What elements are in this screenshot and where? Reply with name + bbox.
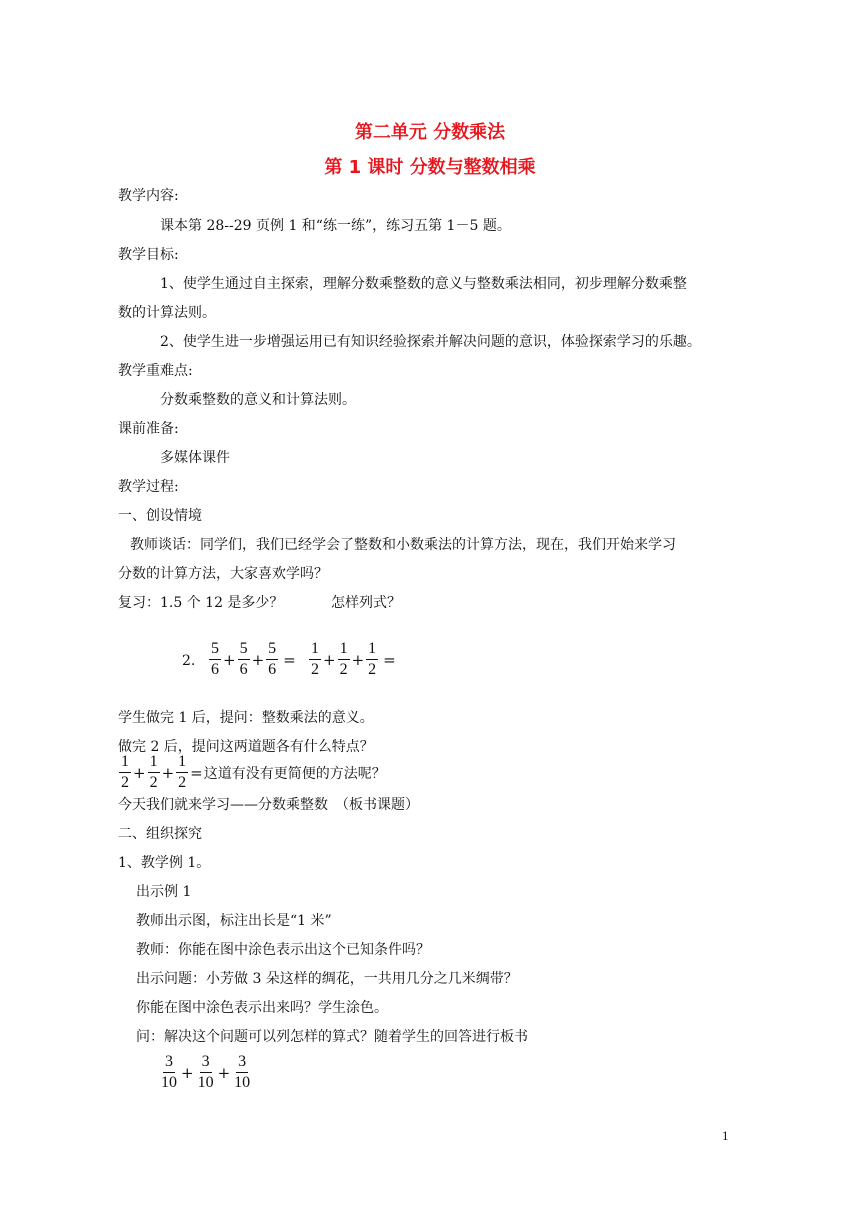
teacher-show: 教师出示图，标注出长是“1 米”	[136, 913, 332, 929]
expression-simpler: $\frac{1}{2}$ + $\frac{1}{2}$ + $\frac{1}{2}$ = 这道有没有更简便的方法呢？	[121, 753, 386, 791]
show-problem: 出示问题：小芳做 3 朵这样的绸花，一共用几分之几米绸带？	[136, 971, 518, 987]
content-heading: 教学内容:	[118, 188, 179, 204]
part2-heading: 二、组织探究	[118, 826, 202, 842]
goals-heading: 教学目标:	[118, 247, 179, 263]
teacher-talk-line1: 教师谈话：同学们，我们已经学会了整数和小数乘法的计算方法，现在，我们开始来学习	[130, 537, 676, 553]
today-topic: 今天我们就来学习——分数乘整数 （板书课题）	[118, 797, 419, 813]
key-text: 分数乘整数的意义和计算法则。	[160, 392, 356, 408]
expression-five-sixths: $\frac{5}{6}$ + $\frac{5}{6}$ + $\frac{5}{6}$ =	[211, 640, 296, 678]
prep-heading: 课前准备:	[118, 421, 179, 437]
fraction: $\frac{1}{2}$	[368, 640, 377, 678]
fraction: $\frac{5}{6}$	[239, 640, 248, 678]
fraction: $\frac{1}{2}$	[339, 640, 348, 678]
content-text: 课本第 28--29 页例 1 和“练一练”，练习五第 1－5 题。	[160, 218, 511, 234]
after-exercise-1: 学生做完 1 后，提问：整数乘法的意义。	[118, 710, 374, 726]
goal1-line1: 1、使学生通过自主探索，理解分数乘整数的意义与整数乘法相同，初步理解分数乘整	[160, 276, 687, 292]
example1-heading: 1、教学例 1。	[118, 855, 211, 871]
fraction: $\frac{1}{2}$	[178, 753, 187, 791]
fraction: $\frac{5}{6}$	[211, 640, 219, 678]
fraction: $\frac{3}{10}$	[197, 1053, 214, 1091]
goal1-line2: 数的计算法则。	[118, 305, 216, 321]
review-question: 复习：1.5 个 12 是多少？	[118, 595, 284, 611]
lesson-title: 第 1 课时 分数与整数相乘	[324, 157, 536, 178]
fraction: $\frac{5}{6}$	[268, 640, 277, 678]
fraction: $\frac{1}{2}$	[149, 753, 158, 791]
page-number: 1	[722, 1128, 729, 1143]
after-exercise-2: 做完 2 后，提问这两道题各有什么特点？	[118, 739, 374, 755]
prep-text: 多媒体课件	[160, 450, 230, 466]
teacher-talk-line2: 分数的计算方法，大家喜欢学吗？	[118, 566, 328, 582]
goal2: 2、使学生进一步增强运用已有知识经验探索并解决问题的意识，体验探索学习的乐趣。	[160, 334, 701, 350]
part1-heading: 一、创设情境	[118, 508, 202, 524]
teacher-ask: 教师：你能在图中涂色表示出这个已知条件吗？	[136, 942, 430, 958]
expression-one-half: $\frac{1}{2}$ + $\frac{1}{2}$ + $\frac{1}{2}$ =	[311, 640, 396, 678]
fraction: $\frac{1}{2}$	[121, 753, 129, 791]
fraction: $\frac{1}{2}$	[311, 640, 319, 678]
process-heading: 教学过程:	[118, 479, 179, 495]
key-heading: 教学重难点:	[118, 363, 193, 379]
simpler-method-text: 这道有没有更简便的方法呢？	[203, 765, 386, 782]
item2-label: 2.	[182, 653, 196, 669]
review-question-2: 怎样列式？	[331, 595, 401, 611]
expression-three-tenths: $\frac{3}{10}$ + $\frac{3}{10}$ + $\frac{3}{10}$	[161, 1053, 251, 1091]
fraction: $\frac{3}{10}$	[234, 1053, 251, 1091]
show-example: 出示例 1	[136, 884, 192, 900]
unit-title: 第二单元 分数乘法	[354, 122, 506, 143]
fraction: $\frac{3}{10}$	[161, 1053, 177, 1091]
color-instruction: 你能在图中涂色表示出来吗？学生涂色。	[136, 1000, 388, 1016]
ask-equation: 问：解决这个问题可以列怎样的算式？随着学生的回答进行板书	[136, 1029, 528, 1045]
